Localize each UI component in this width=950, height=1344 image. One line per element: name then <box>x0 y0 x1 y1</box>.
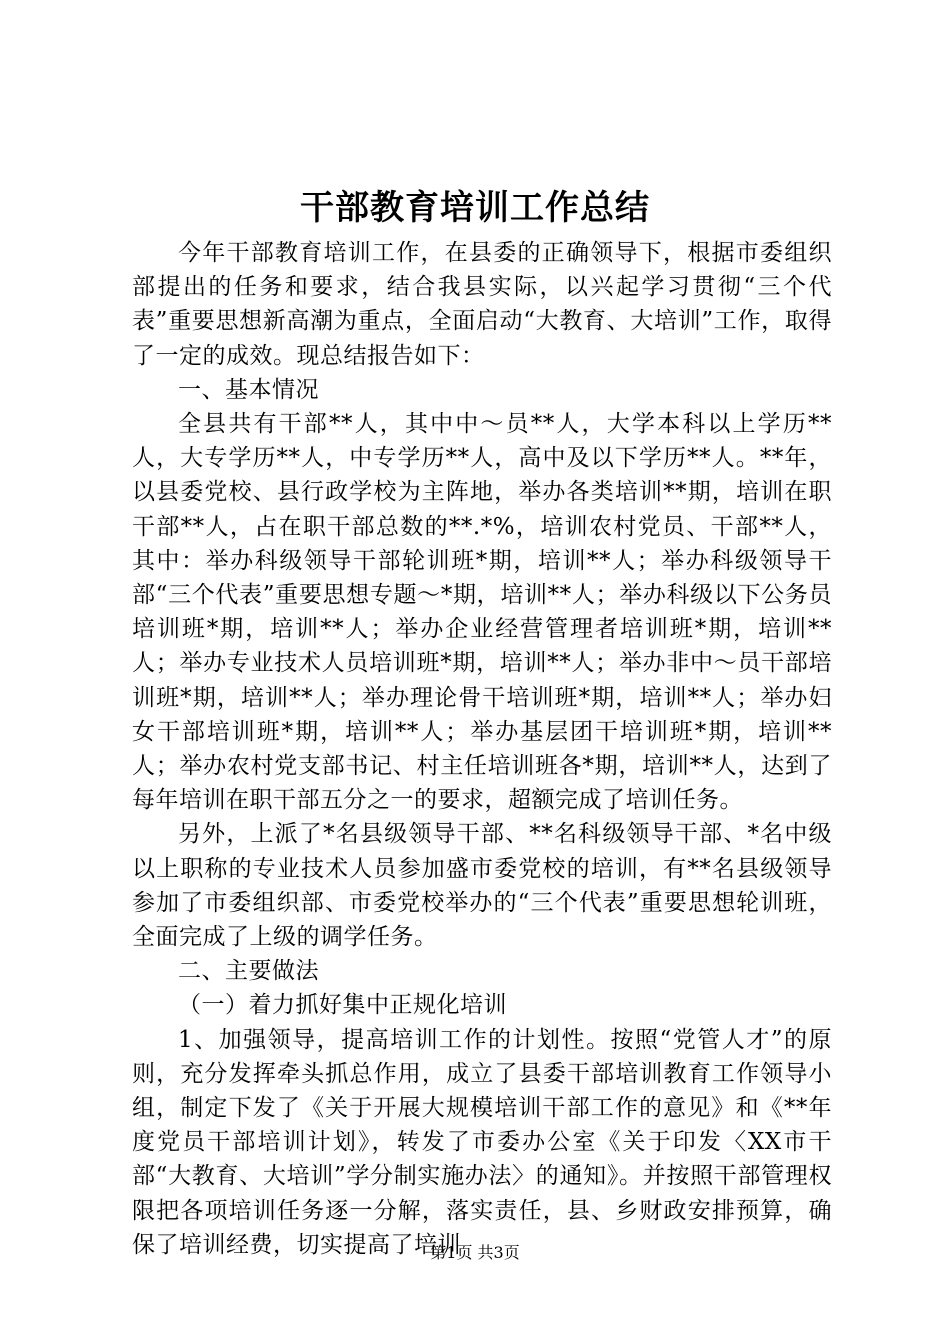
intro-paragraph: 今年干部教育培训工作，在县委的正确领导下，根据市委组织部提出的任务和要求，结合我县实际，以兴起学习贯彻“三个代表”重要思想新高潮为重点，全面启动“大教育、大培训”工作，取得了一定的成效。现总结报告如下： <box>132 240 832 369</box>
document-title: 干部教育培训工作总结 <box>300 188 650 228</box>
section-heading-main-practices: 二、主要做法 <box>178 958 319 985</box>
section-heading-basic-situation: 一、基本情况 <box>178 376 319 403</box>
additional-training-paragraph: 另外，上派了*名县级领导干部、**名科级领导干部、*名中级以上职称的专业技术人员参加盛市委党校的培训，有**名县级领导参加了市委组织部、市委党校举办的“三个代表”重要思想轮训班，全面完成了上级的调学任务。 <box>132 821 832 951</box>
document-body <box>132 236 832 1262</box>
basic-situation-paragraph: 全县共有干部**人，其中中～员**人，大学本科以上学历**人，大专学历**人，中专学历**人，高中及以下学历**人。**年，以县委党校、县行政学校为主阵地，举办各类培训**期，培训在职干部**人，占在职干部总数的**.*%，培训农村党员、干部**人，其中：举办科级领导干部轮训班*期，培训**人；举办科级领导干部“三个代表”重要思想专题～*期，培训**人；举办科级以下公务员培训班*期，培训**人；举办企业经营管理者培训班*期，培训**人；举办专业技术人员培训班*期，培训**人；举办非中～员干部培训班*期，培训**人；举办理论骨干培训班*期，培训**人；举办妇女干部培训班*期，培训**人；举办基层团干培训班*期，培训**人；举办农村党支部书记、村主任培训班各*期，培训**人，达到了每年培训在职干部五分之一的要求，超额完成了培训任务。 <box>132 411 832 814</box>
subsection-heading-centralized-training: （一）着力抓好集中正规化培训 <box>178 992 507 1019</box>
leadership-paragraph: 1、加强领导，提高培训工作的计划性。按照“党管人才”的原则，充分发挥牵头抓总作用，成立了县委干部培训教育工作领导小组，制定下发了《关于开展大规模培训干部工作的意见》和《**年度党员干部培训计划》，转发了市委办公室《关于印发〈XX市干部“大教育、大培训”学分制实施办法〉的通知》。并按照干部管理权限把各项培训任务逐一分解，落实责任，县、乡财政安排预算，确保了培训经费，切实提高了培训 <box>132 1026 832 1258</box>
page-footer: 第1页 共3页 <box>430 1243 520 1262</box>
